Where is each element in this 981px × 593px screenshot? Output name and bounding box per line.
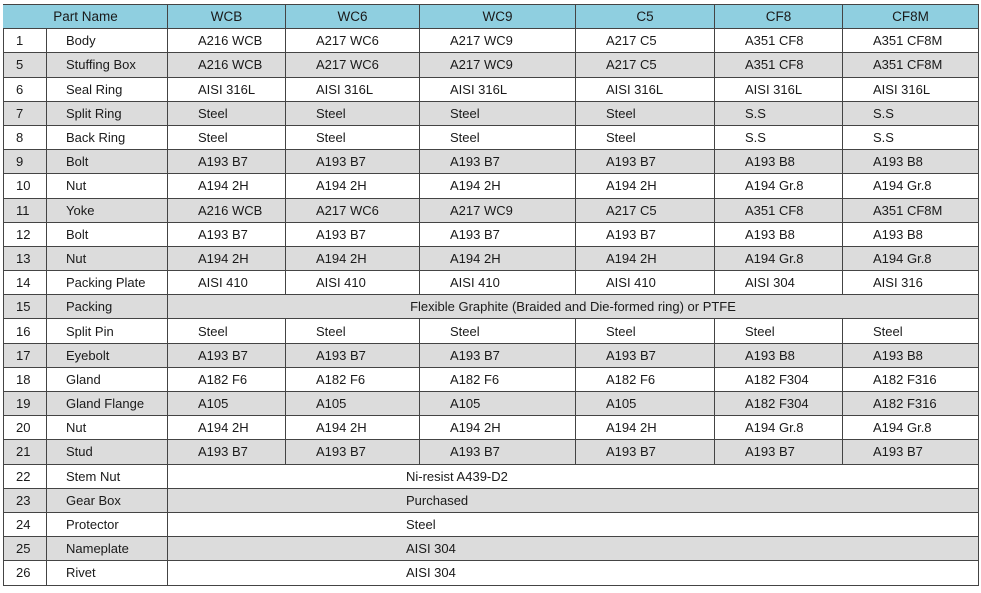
material-all-grades: Steel [168,512,979,536]
material-wc9: A194 2H [420,416,576,440]
item-number: 10 [4,174,47,198]
part-name: Gear Box [47,488,168,512]
material-wcb: A193 B7 [168,222,286,246]
material-cf8m: S.S [843,125,979,149]
part-name: Stem Nut [47,464,168,488]
material-wc9: Steel [420,101,576,125]
table-row [4,416,979,440]
material-all-grades: Ni-resist A439-D2 [168,464,979,488]
material-wc6: Steel [286,125,420,149]
part-name: Split Pin [47,319,168,343]
table-row [4,222,979,246]
material-wc6: A105 [286,392,420,416]
material-cf8: A194 Gr.8 [715,246,843,270]
item-number: 22 [4,464,47,488]
material-cf8m: A194 Gr.8 [843,246,979,270]
table-row [4,77,979,101]
item-number: 20 [4,416,47,440]
part-name: Back Ring [47,125,168,149]
material-cf8m: A193 B8 [843,343,979,367]
material-cf8: A351 CF8 [715,53,843,77]
header-wcb: WCB [168,5,286,29]
part-name: Gland Flange [47,392,168,416]
material-c5: Steel [576,125,715,149]
material-all-grades: Flexible Graphite (Braided and Die-formed ring) or PTFE [168,295,979,319]
material-wcb: A105 [168,392,286,416]
item-number: 6 [4,77,47,101]
material-wc9: A105 [420,392,576,416]
material-cf8m: A194 Gr.8 [843,174,979,198]
material-cf8m: AISI 316L [843,77,979,101]
material-c5: A193 B7 [576,343,715,367]
material-c5: AISI 316L [576,77,715,101]
part-name: Seal Ring [47,77,168,101]
material-cf8: A193 B8 [715,150,843,174]
table-row [4,295,979,319]
part-name: Stuffing Box [47,53,168,77]
material-wcb: Steel [168,319,286,343]
material-wc6: A182 F6 [286,367,420,391]
material-wc9: A193 B7 [420,343,576,367]
part-name: Rivet [47,561,168,585]
material-wc9: A217 WC9 [420,29,576,53]
material-c5: A217 C5 [576,29,715,53]
table-row [4,561,979,585]
material-cf8m: Steel [843,319,979,343]
material-all-grades: AISI 304 [168,537,979,561]
material-cf8: A193 B7 [715,440,843,464]
material-c5: A182 F6 [576,367,715,391]
table-row [4,150,979,174]
material-wcb: A182 F6 [168,367,286,391]
material-wcb: A193 B7 [168,150,286,174]
table-row [4,53,979,77]
material-cf8: Steel [715,319,843,343]
material-wc6: A194 2H [286,246,420,270]
material-cf8: A351 CF8 [715,198,843,222]
material-cf8m: AISI 316 [843,271,979,295]
item-number: 24 [4,512,47,536]
part-name: Body [47,29,168,53]
header-row [4,5,979,29]
material-wcb: A216 WCB [168,29,286,53]
header-wc6: WC6 [286,5,420,29]
material-wc6: A193 B7 [286,343,420,367]
material-c5: AISI 410 [576,271,715,295]
material-c5: A193 B7 [576,150,715,174]
item-number: 12 [4,222,47,246]
material-cf8: AISI 304 [715,271,843,295]
table-row [4,246,979,270]
item-number: 19 [4,392,47,416]
material-wc6: A217 WC6 [286,29,420,53]
material-cf8: A194 Gr.8 [715,416,843,440]
header-cf8m: CF8M [843,5,979,29]
table-row [4,440,979,464]
material-c5: A217 C5 [576,198,715,222]
table-row [4,537,979,561]
material-wc9: AISI 316L [420,77,576,101]
table-body [4,29,979,585]
material-cf8m: A351 CF8M [843,29,979,53]
material-c5: A193 B7 [576,440,715,464]
material-cf8: A182 F304 [715,392,843,416]
part-name: Nut [47,416,168,440]
item-number: 17 [4,343,47,367]
material-cf8: S.S [715,125,843,149]
material-wcb: A193 B7 [168,343,286,367]
material-cf8m: A351 CF8M [843,53,979,77]
material-wcb: A194 2H [168,416,286,440]
item-number: 8 [4,125,47,149]
table-row [4,101,979,125]
material-wc9: A193 B7 [420,222,576,246]
item-number: 16 [4,319,47,343]
material-all-grades: Purchased [168,488,979,512]
item-number: 5 [4,53,47,77]
material-wc6: A193 B7 [286,150,420,174]
material-cf8: S.S [715,101,843,125]
material-wc9: A182 F6 [420,367,576,391]
material-cf8: AISI 316L [715,77,843,101]
part-name: Split Ring [47,101,168,125]
material-wc9: A217 WC9 [420,198,576,222]
material-cf8m: A193 B7 [843,440,979,464]
material-cf8: A182 F304 [715,367,843,391]
material-wcb: A194 2H [168,174,286,198]
material-wcb: A216 WCB [168,198,286,222]
part-name: Yoke [47,198,168,222]
table-row [4,464,979,488]
material-cf8m: A182 F316 [843,392,979,416]
material-wc6: Steel [286,101,420,125]
material-wcb: Steel [168,101,286,125]
material-cf8: A194 Gr.8 [715,174,843,198]
material-wc9: A217 WC9 [420,53,576,77]
part-name: Bolt [47,222,168,246]
item-number: 14 [4,271,47,295]
material-wcb: A216 WCB [168,53,286,77]
item-number: 23 [4,488,47,512]
item-number: 26 [4,561,47,585]
material-cf8m: A193 B8 [843,150,979,174]
material-wc6: A194 2H [286,416,420,440]
item-number: 11 [4,198,47,222]
material-cf8: A351 CF8 [715,29,843,53]
part-name: Protector [47,512,168,536]
material-wc9: A194 2H [420,174,576,198]
table-row [4,125,979,149]
table-row [4,367,979,391]
material-wc6: Steel [286,319,420,343]
material-cf8m: A182 F316 [843,367,979,391]
part-name: Nut [47,174,168,198]
table-row [4,29,979,53]
material-c5: A217 C5 [576,53,715,77]
material-wc9: AISI 410 [420,271,576,295]
material-wcb: A193 B7 [168,440,286,464]
material-cf8m: A194 Gr.8 [843,416,979,440]
item-number: 25 [4,537,47,561]
material-wcb: AISI 316L [168,77,286,101]
part-name: Packing Plate [47,271,168,295]
header-part-name: Part Name [4,5,168,29]
part-name: Nut [47,246,168,270]
material-wc9: A193 B7 [420,440,576,464]
table-row [4,319,979,343]
part-name: Bolt [47,150,168,174]
table-row [4,174,979,198]
material-wc6: A217 WC6 [286,53,420,77]
material-c5: A194 2H [576,416,715,440]
material-cf8m: S.S [843,101,979,125]
material-cf8m: A193 B8 [843,222,979,246]
part-name: Packing [47,295,168,319]
table-row [4,488,979,512]
material-cf8m: A351 CF8M [843,198,979,222]
table-row [4,343,979,367]
material-c5: A105 [576,392,715,416]
item-number: 7 [4,101,47,125]
item-number: 9 [4,150,47,174]
item-number: 13 [4,246,47,270]
table-row [4,392,979,416]
material-wc6: AISI 410 [286,271,420,295]
item-number: 21 [4,440,47,464]
material-c5: Steel [576,101,715,125]
part-name: Eyebolt [47,343,168,367]
header-c5: C5 [576,5,715,29]
header-cf8: CF8 [715,5,843,29]
material-wcb: A194 2H [168,246,286,270]
material-wc6: A193 B7 [286,222,420,246]
material-wc9: A193 B7 [420,150,576,174]
material-wc6: A217 WC6 [286,198,420,222]
material-c5: A193 B7 [576,222,715,246]
item-number: 18 [4,367,47,391]
material-wc6: AISI 316L [286,77,420,101]
material-c5: A194 2H [576,246,715,270]
item-number: 1 [4,29,47,53]
materials-table [3,4,979,586]
material-wc6: A193 B7 [286,440,420,464]
part-name: Gland [47,367,168,391]
material-c5: A194 2H [576,174,715,198]
table-row [4,271,979,295]
material-c5: Steel [576,319,715,343]
material-wcb: AISI 410 [168,271,286,295]
part-name: Nameplate [47,537,168,561]
material-wc9: Steel [420,319,576,343]
table-row [4,512,979,536]
material-cf8: A193 B8 [715,343,843,367]
part-name: Stud [47,440,168,464]
material-wcb: Steel [168,125,286,149]
material-wc9: A194 2H [420,246,576,270]
material-cf8: A193 B8 [715,222,843,246]
table-row [4,198,979,222]
material-all-grades: AISI 304 [168,561,979,585]
material-wc6: A194 2H [286,174,420,198]
material-wc9: Steel [420,125,576,149]
header-wc9: WC9 [420,5,576,29]
item-number: 15 [4,295,47,319]
